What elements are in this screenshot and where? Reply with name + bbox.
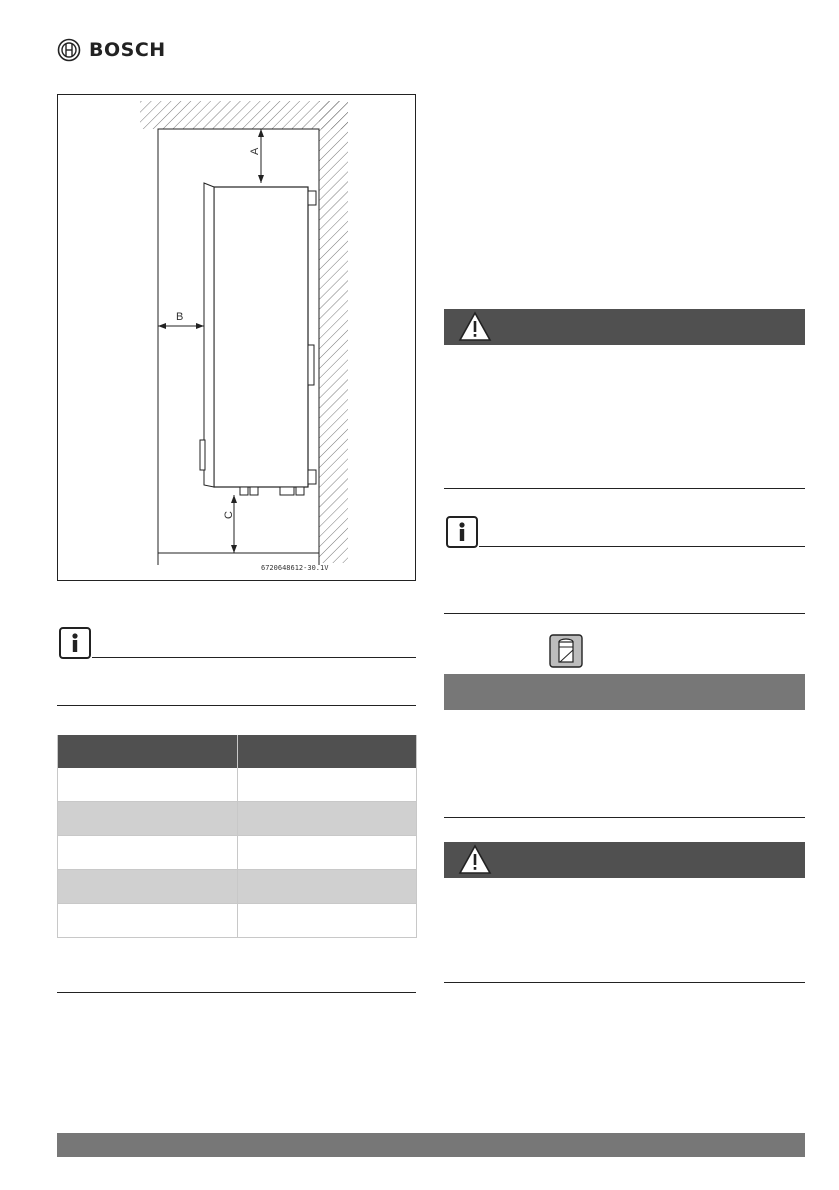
table-cell [237, 870, 417, 904]
clearance-drawing [58, 95, 415, 580]
table-row [58, 870, 417, 904]
info-icon [59, 627, 91, 659]
section-rule [444, 817, 805, 818]
bosch-armature-icon [57, 38, 81, 62]
figure-id: 6720648612-30.1V [261, 564, 329, 572]
warning-end-rule [444, 488, 805, 489]
brand-header [57, 38, 166, 62]
dimension-label-c: C [223, 511, 235, 519]
installation-symbol-icon [549, 634, 583, 673]
table-row [58, 836, 417, 870]
table-cell [58, 870, 238, 904]
table-header-cell [58, 735, 238, 768]
table-cell [58, 904, 238, 938]
warning-end-rule [444, 982, 805, 983]
table-cell [237, 836, 417, 870]
table-cell [58, 802, 238, 836]
section-rule [57, 992, 416, 993]
warning-banner [444, 842, 805, 878]
brand-name: BOSCH [89, 39, 166, 61]
info-note-end-rule [57, 705, 416, 706]
table-cell [58, 836, 238, 870]
clearance-table [57, 735, 417, 938]
table-cell [237, 802, 417, 836]
dimension-label-a: A [249, 147, 261, 155]
ceiling-hatch [140, 101, 348, 129]
warning-triangle-icon [458, 844, 492, 876]
table-row [58, 904, 417, 938]
table-header-cell [237, 735, 417, 768]
table-cell [237, 904, 417, 938]
clearance-figure [57, 94, 416, 581]
dimension-label-b: B [176, 311, 184, 323]
table-cell [58, 768, 238, 802]
section-heading-bar [444, 674, 805, 710]
warning-triangle-icon [458, 311, 492, 343]
info-note-rule [92, 657, 416, 658]
heater-body [214, 187, 308, 487]
info-icon [446, 516, 478, 548]
info-note-end-rule [444, 613, 805, 614]
table-row [58, 768, 417, 802]
info-note-rule [479, 546, 805, 547]
footer-bar [57, 1133, 805, 1157]
table-cell [237, 768, 417, 802]
table-header-row [58, 735, 417, 768]
table-row [58, 802, 417, 836]
wall-hatch [319, 101, 348, 563]
warning-banner [444, 309, 805, 345]
